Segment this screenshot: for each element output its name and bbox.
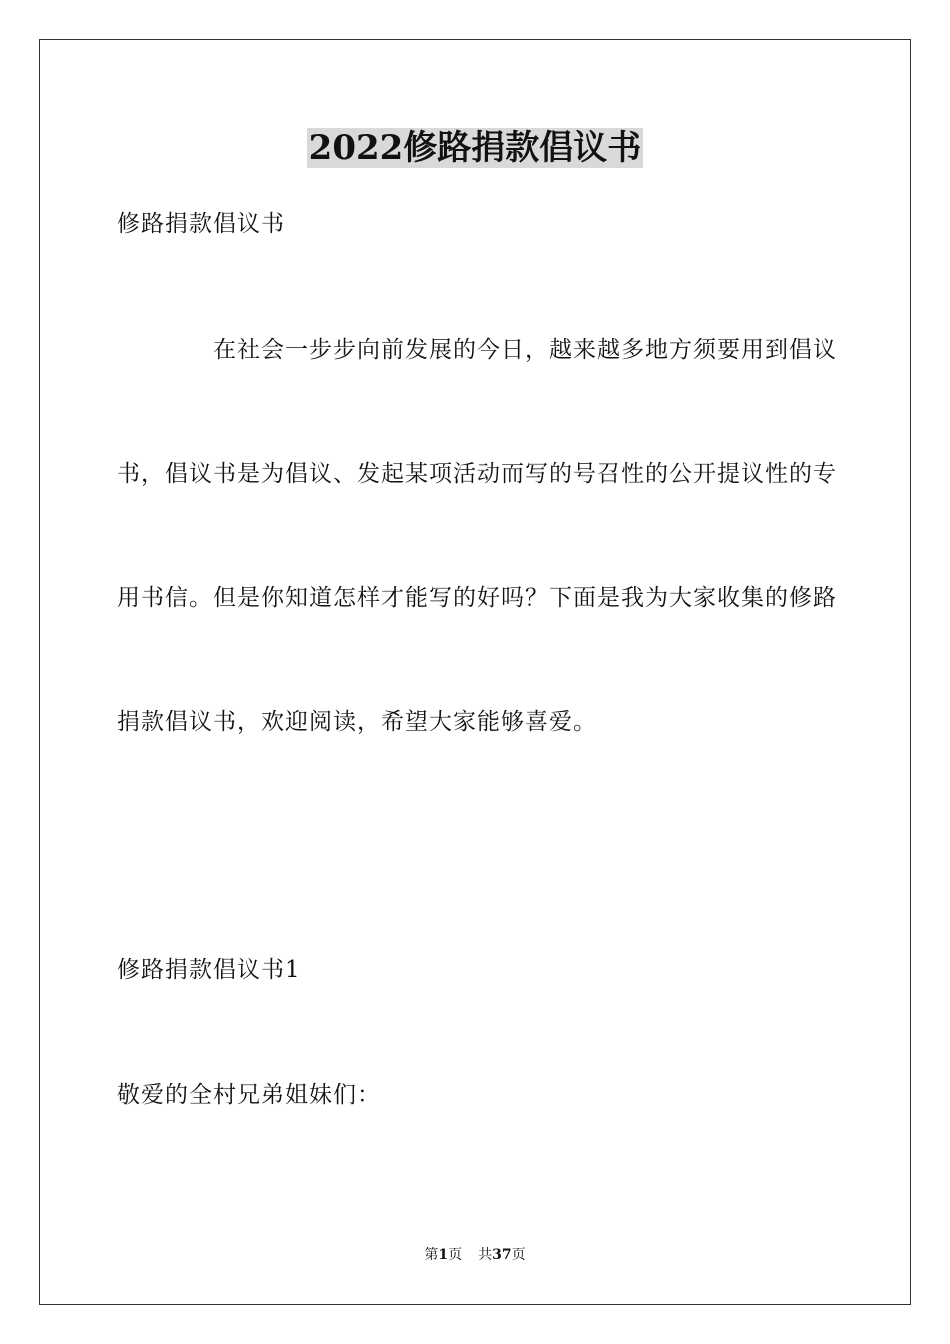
footer-total-prefix: 共 (478, 1247, 493, 1263)
document-title-text: 2022修路捐款倡议书 (308, 128, 642, 168)
document-title (0, 126, 950, 170)
footer-page-suffix: 页 (448, 1247, 463, 1263)
paragraph-line: 书，倡议书是为倡议、发起某项活动而写的号召性的公开提议性的专 (117, 461, 837, 487)
section-heading: 修路捐款倡议书1 (117, 957, 301, 983)
paragraph-line: 在社会一步步向前发展的今日，越来越多地方须要用到倡议 (213, 337, 837, 363)
footer-total-suffix: 页 (511, 1247, 526, 1263)
paragraph-line: 用书信。但是你知道怎样才能写的好吗？下面是我为大家收集的修路 (117, 585, 837, 611)
footer-total-pages: 37 (492, 1247, 512, 1263)
footer-page-number: 1 (438, 1247, 449, 1263)
document-subtitle: 修路捐款倡议书 (117, 211, 285, 237)
greeting-line: 敬爱的全村兄弟姐妹们： (117, 1082, 381, 1108)
footer-page-prefix: 第 (424, 1247, 439, 1263)
paragraph-line: 捐款倡议书，欢迎阅读，希望大家能够喜爱。 (117, 709, 597, 735)
page-footer (0, 1245, 950, 1265)
